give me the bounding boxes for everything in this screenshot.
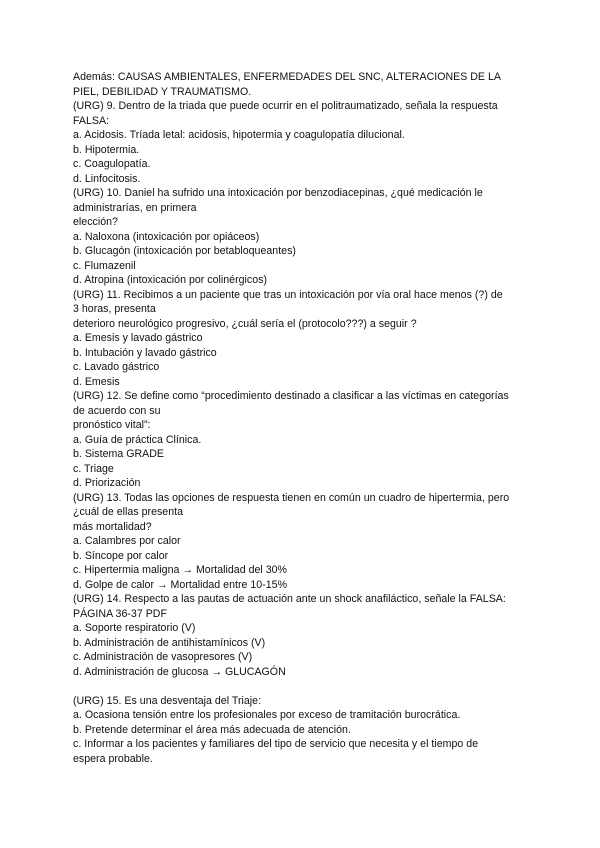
question-text: ¿cuál de ellas presenta xyxy=(73,506,183,518)
answer-option: b. Intubación y lavado gástrico xyxy=(73,346,217,359)
question-12 xyxy=(73,389,528,491)
answer-option: d. Atropina (intoxicación por colinérgicos) xyxy=(73,274,267,286)
answer-option: b. Administración de antihistamínicos (V) xyxy=(73,636,266,649)
answer-option: a. Emesis y lavado gástrico xyxy=(73,332,203,344)
answer-option: c. Flumazenil xyxy=(73,259,136,272)
answer-option: c. Triage xyxy=(73,462,114,475)
question-text: (URG) 12. Se define como “procedimiento destinado a clasificar a las víctimas en categorías xyxy=(73,390,509,402)
answer-option: b. Síncope por calor xyxy=(73,549,169,562)
question-text: más mortalidad? xyxy=(73,520,152,533)
question-text: de acuerdo con su xyxy=(73,404,161,417)
answer-option: b. Pretende determinar el área más adecuada de atención. xyxy=(73,723,351,736)
question-text: administrarías, en primera xyxy=(73,201,197,214)
intro-line-2: PIEL, DEBILIDAD Y TRAUMATISMO. xyxy=(73,85,252,98)
intro-line xyxy=(73,70,528,85)
intro-text: CAUSAS AMBIENTALES, ENFERMEDADES DEL SNC, ALTERACIONES DE LA xyxy=(114,71,501,83)
answer-option: d. Golpe de calor → Mortalidad entre 10-15% xyxy=(73,578,288,591)
answer-option: c. Administración de vasopresores (V) xyxy=(73,651,253,663)
question-text: (URG) 10. Daniel ha sufrido una intoxicación por benzodiacepinas, ¿qué medicación le xyxy=(73,187,483,199)
question-text: deterioro neurológico progresivo, ¿cuál sería el (protocolo???) a seguir ? xyxy=(73,317,417,330)
answer-option: c. Coagulopatía. xyxy=(73,158,151,170)
answer-option: d. Emesis xyxy=(73,375,120,388)
answer-option: c. Lavado gástrico xyxy=(73,361,160,373)
question-text: elección? xyxy=(73,216,118,228)
question-10 xyxy=(73,186,528,288)
question-14 xyxy=(73,592,528,679)
answer-option: b. Hipotermia. xyxy=(73,143,140,156)
question-text: (URG) 15. Es una desventaja del Triaje: xyxy=(73,694,262,707)
answer-option: c. Hipertermia maligna → Mortalidad del 30% xyxy=(73,564,288,576)
question-text: (URG) 14. Respecto a las pautas de actuación ante un shock anafiláctico, señale la FALSA: xyxy=(73,593,506,605)
answer-option: espera probable. xyxy=(73,752,153,765)
answer-option: d. Administración de glucosa → GLUCAGÓN xyxy=(73,665,286,678)
answer-option: b. Sistema GRADE xyxy=(73,448,164,460)
answer-option: d. Priorización xyxy=(73,477,141,489)
question-text: PÁGINA 36-37 PDF xyxy=(73,607,167,620)
answer-option: d. Linfocitosis. xyxy=(73,172,141,185)
question-11 xyxy=(73,288,528,390)
question-text: pronóstico vital”: xyxy=(73,419,151,431)
answer-option: a. Ocasiona tensión entre los profesionales por exceso de tramitación burocrática. xyxy=(73,709,461,721)
question-15 xyxy=(73,694,528,767)
question-13 xyxy=(73,491,528,593)
question-text: (URG) 11. Recibimos a un paciente que tras un intoxicación por vía oral hace menos (?) de xyxy=(73,288,503,301)
question-text: 3 horas, presenta xyxy=(73,303,156,315)
question-9 xyxy=(73,99,528,186)
question-text: (URG) 13. Todas las opciones de respuesta tienen en común un cuadro de hipertermia, pero xyxy=(73,491,510,504)
answer-option: a. Acidosis. Tríada letal: acidosis, hipotermia y coagulopatía dilucional. xyxy=(73,129,405,141)
answer-option: a. Guía de práctica Clínica. xyxy=(73,433,202,446)
answer-option: a. Naloxona (intoxicación por opiáceos) xyxy=(73,230,260,243)
answer-option: a. Calambres por calor xyxy=(73,535,181,547)
question-text: (URG) 9. Dentro de la triada que puede ocurrir en el politraumatizado, señala la respuesta xyxy=(73,100,498,112)
answer-option: a. Soporte respiratorio (V) xyxy=(73,622,196,634)
blank-line xyxy=(73,679,528,694)
question-text: FALSA: xyxy=(73,114,110,127)
answer-option: c. Informar a los pacientes y familiares del tipo de servicio que necesita y el tiempo de xyxy=(73,738,479,750)
intro-label: Además: xyxy=(73,71,115,83)
answer-option: b. Glucagón (intoxicación por betabloqueantes) xyxy=(73,245,296,257)
